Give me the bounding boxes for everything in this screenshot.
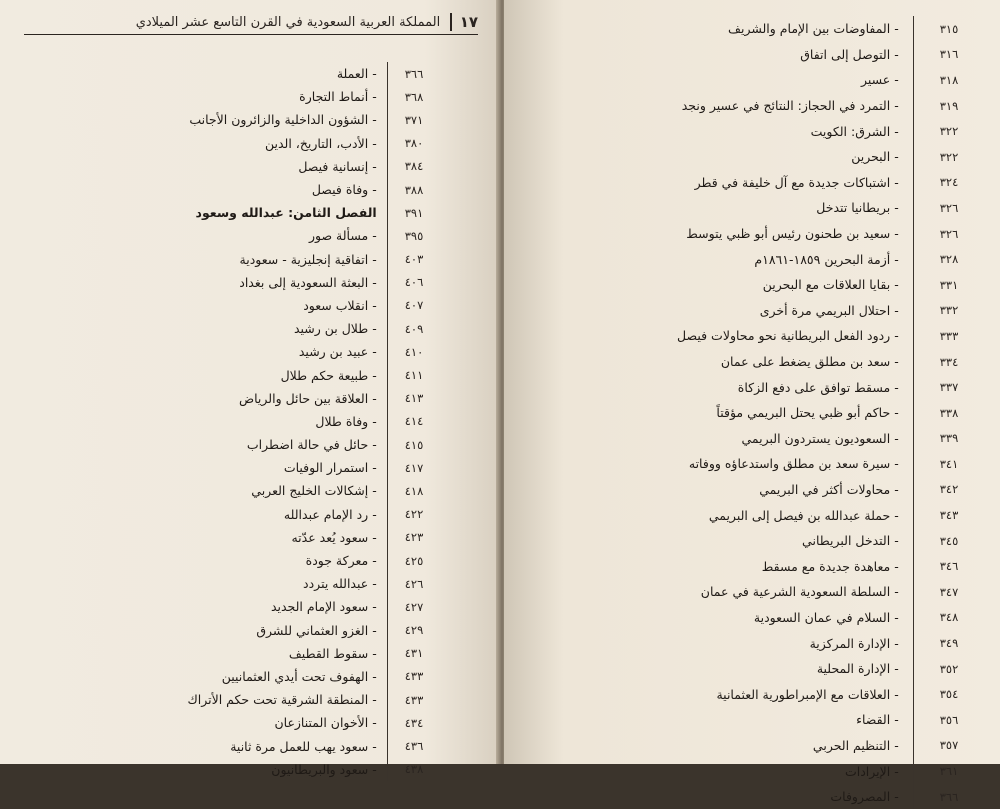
column-rule [387,108,388,131]
toc-page-number: ٤٠٦ [404,275,424,290]
column-rule [387,619,388,642]
toc-entry [40,526,440,549]
toc-entry-title: - الهفوف تحت أيدي العثمانيين [222,669,387,684]
toc-entry [40,479,440,502]
toc-entry [40,711,440,734]
column-rule [387,387,388,410]
column-rule [913,170,914,196]
toc-entry [40,294,440,317]
column-rule [387,410,388,433]
page-number: ١٧ [459,13,478,31]
toc-entry [40,340,440,363]
column-rule [387,572,388,595]
toc-entry-title: - عسير [861,72,913,87]
toc-page-number: ٣٥٦ [939,712,959,727]
toc-page-number: ٣٣٢ [939,303,959,318]
toc-entry [534,298,984,324]
toc-entry [40,271,440,294]
right-page [504,0,1000,805]
toc-page-number: ٣٦٦ [939,789,959,804]
column-rule [387,688,388,711]
toc-page-number: ٤٢٦ [404,576,424,591]
toc-entry-title: - التدخل البريطاني [802,533,913,548]
toc-entry-title: - مسقط توافق على دفع الزكاة [738,380,913,395]
toc-entry [40,248,440,271]
toc-entry [534,323,984,349]
toc-entry [534,118,984,144]
column-rule [387,132,388,155]
toc-entry-title: - السلطة السعودية الشرعية في عمان [701,584,913,599]
column-rule [387,456,388,479]
toc-entry-title: - احتلال البريمي مرة أخرى [760,303,913,318]
toc-entry-title: - أزمة البحرين ١٨٥٩-١٨٦١م [754,252,912,267]
toc-page-number: ٤٣٦ [404,739,424,754]
toc-page-number: ٣٤١ [939,456,959,471]
toc-entry-title: - طلال بن رشيد [294,321,387,336]
toc-entry-title: - انقلاب سعود [303,298,387,313]
column-rule [387,363,388,386]
column-rule [913,144,914,170]
toc-entry-title: - العملة [337,66,387,81]
toc-entry [534,195,984,221]
column-rule [387,340,388,363]
toc-entry [40,387,440,410]
column-rule [913,451,914,477]
toc-page-number: ٣٣٨ [939,405,959,420]
toc-entry [534,374,984,400]
toc-page-number: ٣٣٩ [939,431,959,446]
toc-entry [40,572,440,595]
toc-entry [534,451,984,477]
column-rule [913,630,914,656]
toc-page-number: ٤٣٣ [404,692,424,707]
column-rule [913,42,914,68]
toc-entry-title: - الأدب، التاريخ، الدين [265,136,387,151]
running-title: المملكة العربية السعودية في القرن التاسع عشر الميلادي [135,14,441,30]
toc-entry [534,707,984,733]
column-rule [913,733,914,759]
toc-page-number: ٤١٨ [404,483,424,498]
toc-page-number: ٣٢٢ [939,124,959,139]
toc-entry [534,67,984,93]
toc-entry-title: - الغزو العثماني للشرق [256,623,386,638]
column-rule [913,400,914,426]
toc-entry [534,426,984,452]
column-rule [387,271,388,294]
toc-entry [534,553,984,579]
toc-entry [534,579,984,605]
column-rule [387,155,388,178]
column-rule [913,579,914,605]
toc-page-number: ٣٢٤ [939,175,959,190]
toc-page-number: ٣٣٤ [939,354,959,369]
toc-page-number: ٤١٤ [404,414,424,429]
toc-entry-title: - الإدارة المركزية [810,636,913,651]
column-rule [913,221,914,247]
column-rule [913,477,914,503]
column-rule [913,784,914,809]
toc-page-number: ٣٥٤ [939,687,959,702]
column-rule [387,248,388,271]
toc-entry-title: - معركة جودة [306,553,387,568]
toc-entry [534,400,984,426]
column-rule [913,272,914,298]
toc-entry-title: - محاولات أكثر في البريمي [759,482,912,497]
column-rule [913,349,914,375]
toc-entry [534,528,984,554]
toc-entry [40,433,440,456]
toc-entry-title: - اشتباكات جديدة مع آل خليفة في قطر [695,175,913,190]
toc-entry-title: - الإيرادات [845,764,913,779]
toc-entry [40,758,440,781]
toc-entry [534,246,984,272]
toc-entry-title: - أنماط التجارة [299,89,387,104]
toc-page-number: ٤٢٧ [404,599,424,614]
toc-page-number: ٤١٥ [404,437,424,452]
column-rule [913,323,914,349]
column-rule [387,317,388,340]
toc-entry [534,16,984,42]
toc-entry [40,503,440,526]
toc-entry [40,688,440,711]
toc-entry-title: - بقايا العلاقات مع البحرين [763,277,913,292]
toc-entry-title: - ردود الفعل البريطانية نحو محاولات فيصل [677,328,913,343]
toc-entry [40,410,440,433]
column-rule [913,246,914,272]
toc-entry-title: - الشؤون الداخلية والزائرون الأجانب [189,112,386,127]
toc-entry-title: - طبيعة حكم طلال [281,368,387,383]
column-rule [387,178,388,201]
toc-entry [40,619,440,642]
toc-page-number: ٣٥٧ [939,738,959,753]
toc-entry [534,42,984,68]
column-rule [913,67,914,93]
toc-page-number: ٤١٣ [404,391,424,406]
column-rule [913,656,914,682]
toc-entry-title: - الإدارة المحلية [817,661,913,676]
toc-entry-title: - العلاقات مع الإمبراطورية العثمانية [716,687,912,702]
column-rule [387,433,388,456]
left-page [0,0,500,777]
toc-entry [40,155,440,178]
toc-entry [40,317,440,340]
toc-page-number: ٤٠٣ [404,252,424,267]
toc-entry-title: - حائل في حالة اضطراب [247,437,387,452]
toc-entry [534,733,984,759]
column-rule [387,734,388,757]
toc-page-number: ٤١٠ [404,344,424,359]
running-header [24,10,478,35]
toc-entry [534,758,984,784]
toc-entry [40,132,440,155]
toc-entry-title: - عبدالله يتردد [303,576,387,591]
toc-entry-title: - العلاقة بين حائل والرياض [239,391,387,406]
toc-entry-title: - سعود يهب للعمل مرة ثانية [230,739,386,754]
toc-entry-title: - الشرق: الكويت [811,124,913,139]
toc-entry-title: - البحرين [851,149,913,164]
toc-entry-title: - المصروفات [830,789,912,804]
toc-entry [534,272,984,298]
toc-entry [534,170,984,196]
toc-entry [40,201,440,224]
toc-entry-title: - سقوط القطيف [289,646,387,661]
toc-entry-title: - إشكالات الخليج العربي [251,483,386,498]
toc-entry [40,178,440,201]
toc-entry [40,62,440,85]
column-rule [913,195,914,221]
toc-entry-title: - الأخوان المتنازعان [274,715,386,730]
toc-list-right [534,16,984,809]
toc-page-number: ٤٣٣ [404,669,424,684]
column-rule [387,503,388,526]
column-rule [387,642,388,665]
toc-entry [40,108,440,131]
toc-page-number: ٣٤٥ [939,533,959,548]
toc-entry-title: - سعد بن مطلق يضغط على عمان [721,354,913,369]
toc-page-number: ٤١٧ [404,460,424,475]
column-rule [913,16,914,42]
toc-entry-title: - وفاة طلال [315,414,386,429]
column-rule [387,85,388,108]
toc-page-number: ٤٠٧ [404,298,424,313]
column-rule [387,62,388,85]
toc-page-number: ٣٤٩ [939,636,959,651]
toc-page-number: ٤٢٢ [404,507,424,522]
toc-page-number: ٣٣١ [939,277,959,292]
toc-page-number: ٣٩٥ [404,228,424,243]
toc-entry-title: الفصل الثامن: عبدالله وسعود [195,205,377,221]
toc-entry-title: - التوصل إلى اتفاق [800,47,913,62]
toc-page-number: ٣٤٦ [939,559,959,574]
toc-page-number: ٣٢٨ [939,252,959,267]
toc-entry [40,85,440,108]
toc-page-number: ٣٨٤ [404,159,424,174]
toc-page-number: ٣٧١ [404,112,424,127]
toc-page-number: ٣٥٢ [939,661,959,676]
toc-entry [40,549,440,572]
toc-page-number: ٣٦٨ [404,89,424,104]
toc-entry [40,734,440,757]
column-rule [387,758,388,781]
toc-entry [534,681,984,707]
column-rule [387,665,388,688]
toc-page-number: ٣٢٦ [939,226,959,241]
toc-entry [534,144,984,170]
toc-entry [534,93,984,119]
toc-page-number: ٣١٩ [939,98,959,113]
toc-page-number: ٣٣٣ [939,328,959,343]
toc-entry-title: - اتفاقية إنجليزية - سعودية [240,252,387,267]
toc-entry [40,642,440,665]
column-rule [913,298,914,324]
toc-entry-title: - مسألة صور [309,228,387,243]
toc-entry [40,665,440,688]
toc-entry-title: - عبيد بن رشيد [299,344,387,359]
toc-entry-title: - استمرار الوفيات [284,460,387,475]
toc-page-number: ٣١٦ [939,47,959,62]
toc-entry-title: - وفاة فيصل [312,182,387,197]
toc-entry-title: - إنسانية فيصل [298,159,386,174]
column-rule [387,526,388,549]
toc-entry-title: - التمرد في الحجاز: النتائج في عسير ونجد [682,98,913,113]
toc-page-number: ٤٢٣ [404,530,424,545]
toc-page-number: ٣٨٨ [404,182,424,197]
toc-page-number: ٤٢٥ [404,553,424,568]
column-rule [913,502,914,528]
toc-page-number: ٣٢٦ [939,200,959,215]
column-rule [387,595,388,618]
toc-page-number: ٤١١ [404,368,424,383]
column-rule [387,549,388,572]
column-rule [913,681,914,707]
toc-page-number: ٣٤٧ [939,584,959,599]
column-rule [913,758,914,784]
toc-entry-title: - حاكم أبو ظبي يحتل البريمي مؤقتاً [716,405,912,420]
toc-page-number: ٣٤٢ [939,482,959,497]
toc-entry-title: - القضاء [856,712,913,727]
toc-entry [40,595,440,618]
toc-entry-title: - المنطقة الشرقية تحت حكم الأتراك [187,692,386,707]
column-rule [913,426,914,452]
column-rule [387,224,388,247]
toc-entry [40,363,440,386]
toc-entry [40,456,440,479]
column-rule [387,294,388,317]
column-rule [913,528,914,554]
toc-entry-title: - بريطانيا تتدخل [816,200,912,215]
toc-entry-title: - سيرة سعد بن مطلق واستدعاؤه ووفاته [689,456,913,471]
toc-entry-title: - معاهدة جديدة مع مسقط [762,559,913,574]
toc-page-number: ٣٨٠ [404,136,424,151]
column-rule [387,711,388,734]
toc-page-number: ٤٣٨ [404,762,424,777]
toc-page-number: ٣٦١ [939,764,959,779]
toc-entry [534,221,984,247]
toc-page-number: ٣٤٨ [939,610,959,625]
toc-entry [534,502,984,528]
column-rule [913,605,914,631]
toc-page-number: ٤٣١ [404,646,424,661]
toc-entry-title: - حملة عبدالله بن فيصل إلى البريمي [709,508,913,523]
toc-entry [534,605,984,631]
column-rule [913,707,914,733]
toc-entry [534,477,984,503]
column-rule [387,201,388,224]
toc-page-number: ٣١٨ [939,72,959,87]
toc-page-number: ٣٣٧ [939,380,959,395]
column-rule [913,93,914,119]
toc-page-number: ٣٩١ [404,205,424,220]
toc-list-left [40,62,440,781]
toc-entry-title: - السلام في عمان السعودية [754,610,913,625]
toc-entry-title: - سعود يُعد عدّته [291,530,386,545]
toc-entry [534,630,984,656]
toc-entry-title: - سعود والبريطانيون [271,762,386,777]
toc-entry-title: - البعثة السعودية إلى بغداد [239,275,386,290]
toc-entry-title: - سعود الإمام الجديد [271,599,387,614]
toc-page-number: ٤٢٩ [404,623,424,638]
toc-entry [534,349,984,375]
toc-page-number: ٣٦٦ [404,66,424,81]
toc-entry [534,784,984,809]
toc-page-number: ٣٤٣ [939,508,959,523]
toc-page-number: ٤٠٩ [404,321,424,336]
column-rule [913,118,914,144]
toc-entry [40,224,440,247]
toc-entry-title: - المفاوضات بين الإمام والشريف [728,21,913,36]
column-rule [913,553,914,579]
toc-entry-title: - السعوديون يستردون البريمي [742,431,913,446]
column-rule [913,374,914,400]
column-rule [387,479,388,502]
toc-page-number: ٤٣٤ [404,715,424,730]
toc-entry-title: - التنظيم الحربي [813,738,913,753]
toc-entry-title: - سعيد بن طحنون رئيس أبو ظبي يتوسط [686,226,912,241]
header-divider [450,13,452,31]
toc-entry-title: - رد الإمام عبدالله [284,507,387,522]
toc-entry [534,656,984,682]
toc-page-number: ٣١٥ [939,21,959,36]
toc-page-number: ٣٢٢ [939,149,959,164]
